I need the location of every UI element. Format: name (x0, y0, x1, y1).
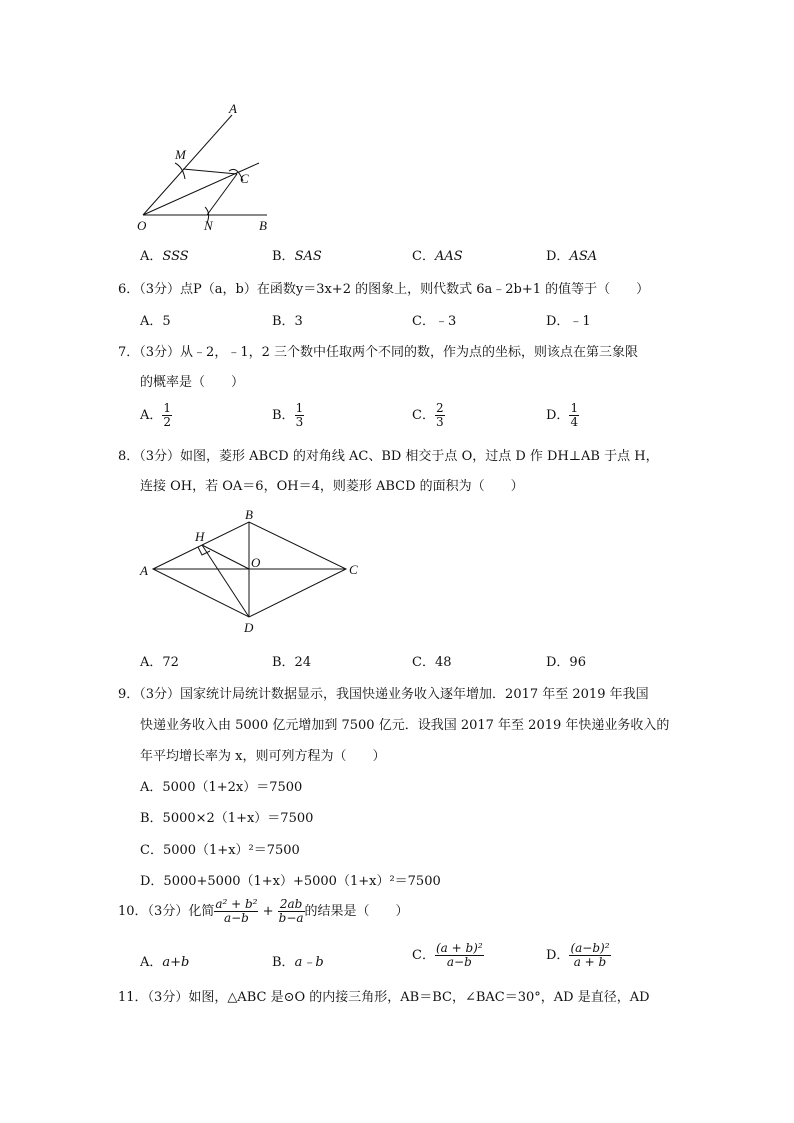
q7-stem-line2: 的概率是（ ） (140, 375, 245, 390)
q9-stem-line1: 9．（3分）国家统计局统计数据显示，我国快递业务收入逐年增加．2017 年至 2019 年我国 (118, 687, 649, 702)
q9-stem-line3: 年平均增长率为 x，则可列方程为（ ） (140, 749, 386, 764)
q7-stem-line1: 7．（3分）从﹣2，﹣1，2 三个数中任取两个不同的数，作为点的坐标，则该点在第三象限 (118, 345, 638, 360)
q10-option-b: B．a﹣b (272, 955, 324, 970)
segment-dh (202, 545, 249, 617)
segment-mc (183, 169, 237, 174)
label-b: B (259, 218, 267, 233)
q9-option-a: A．5000（1+2x）＝7500 (140, 780, 303, 795)
q8-stem-line2: 连接 OH，若 OA＝6，OH＝4，则菱形 ABCD 的面积为（ ） (140, 479, 524, 494)
label-b: B (245, 507, 253, 522)
q8-option-d: D．96 (546, 655, 586, 670)
q8-option-c: C．48 (412, 655, 452, 670)
q5-option-b: B．SAS (272, 249, 322, 264)
q7-option-b: B． $\frac{1}{3}$ (272, 401, 304, 429)
q9-option-c: C．5000（1+x）²＝7500 (140, 843, 300, 858)
label-h: H (195, 529, 205, 544)
q5-option-a: A．SSS (140, 249, 189, 264)
figure-angle-bisector (125, 95, 285, 240)
label-c: C (240, 171, 249, 186)
label-c: C (349, 562, 358, 577)
q11-stem: 11．（3分）如图，△ABC 是⊙O 的内接三角形，AB＝BC，∠BAC＝30°，AD 是直径，AD (118, 990, 650, 1005)
q7-option-c: C． $\frac{2}{3}$ (412, 401, 444, 429)
q10-stem: 10．（3分）化简 $\frac{\text{a² + b²}}{a-b}$ + $\frac{2ab}{b-a}$ 的结果是（ ） (118, 897, 409, 925)
label-o: O (251, 555, 261, 570)
segment-oh (202, 545, 249, 569)
label-a: A (140, 563, 148, 578)
q5-option-c: C．AAS (412, 249, 463, 264)
q6-stem: 6．（3分）点P（a，b）在函数y＝3x+2 的图象上，则代数式 6a﹣2b+1 的值等于（ ） (118, 282, 650, 297)
q8-stem-line1: 8．（3分）如图，菱形 ABCD 的对角线 AC、BD 相交于点 O，过点 D 作 DH⊥AB 于点 H， (118, 449, 659, 464)
q6-option-b: B．3 (272, 314, 303, 329)
q10-option-a: A．a+b (140, 955, 190, 970)
q9-option-d: D．5000+5000（1+x）+5000（1+x）²＝7500 (140, 874, 441, 889)
q8-option-a: A．72 (140, 655, 179, 670)
arc-m (175, 163, 185, 179)
segment-nc (207, 174, 237, 215)
label-m: M (175, 147, 186, 162)
ray-oa (143, 115, 232, 215)
q6-option-c: C．﹣3 (412, 314, 457, 329)
q7-option-a: A． $\frac{1}{2}$ (140, 401, 172, 429)
q6-option-a: A．5 (140, 314, 171, 329)
q10-option-c: C． $\frac{\text{(a + b)²}}{a-b}$ (412, 941, 483, 969)
q9-stem-line2: 快递业务收入由 5000 亿元增加到 7500 亿元．设我国 2017 年至 2019 年快递业务收入的 (140, 718, 670, 733)
label-n: N (204, 218, 213, 233)
figure-rhombus (135, 505, 370, 640)
label-d: D (244, 620, 254, 635)
label-a: A (229, 101, 237, 116)
q10-option-d: D． $\frac{\text{(a−b)²}}{a + b}$ (546, 941, 610, 969)
q5-option-d: D．ASA (546, 249, 598, 264)
q9-option-b: B．5000×2（1+x）＝7500 (140, 811, 314, 826)
q8-option-b: B．24 (272, 655, 312, 670)
q6-option-d: D．﹣1 (546, 314, 591, 329)
label-o: O (137, 218, 147, 233)
q7-option-d: D． $\frac{1}{4}$ (546, 401, 579, 429)
